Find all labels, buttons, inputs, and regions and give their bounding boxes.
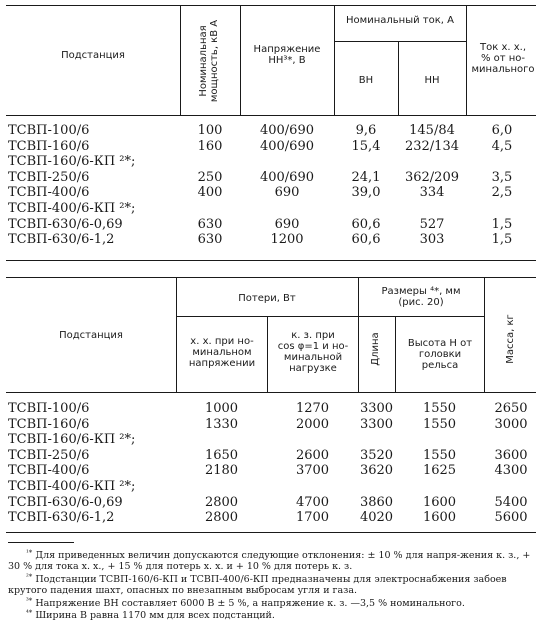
footnote-2: $^{^2*}$ Подстанции ТСВП-160/6-КП и ТСВП-400/6-КП предназначены для электроснабжения забоев крутого падения шахт, опасных по внезапным выбросам угля и газа.	[8, 573, 507, 596]
mass-value: 3000	[494, 417, 528, 432]
station-name: ТСВП-630/6-0,69	[8, 217, 123, 232]
current-vn-value: 60,6	[351, 232, 381, 247]
voltage-value: 690	[274, 217, 300, 232]
station-name: ТСВП-250/6	[8, 448, 90, 463]
length-value: 3620	[359, 463, 394, 478]
length-value: 3300	[359, 401, 394, 416]
table2-subheader-rule	[176, 316, 484, 317]
table1-header-station: Подстанция	[61, 50, 125, 61]
current-vn-value: 60,6	[351, 217, 381, 232]
noload-value: 6,0	[491, 123, 513, 138]
table2-header-losses: Потери, Вт	[238, 293, 296, 304]
noload-value: 2,5	[491, 185, 513, 200]
current-nn-value: 145/84	[409, 123, 455, 138]
losses-xx-value: 2800	[204, 495, 239, 510]
losses-kz-value: 2000	[295, 417, 330, 432]
station-name: ТСВП-400/6-КП ²*;	[8, 479, 136, 494]
station-name: ТСВП-400/6-КП ²*;	[8, 201, 136, 216]
table1-header-voltage: Напряжение НН³*, В	[253, 44, 321, 66]
losses-xx-value: 1000	[204, 401, 239, 416]
table1-header-power: Номинальная мощность, кВ А	[198, 19, 220, 103]
losses-xx-value: 1330	[204, 417, 239, 432]
table2-bottom-rule	[6, 532, 536, 533]
current-vn-value: 9,6	[355, 123, 377, 138]
length-value: 4020	[359, 510, 394, 525]
station-name: ТСВП-400/6	[8, 463, 90, 478]
losses-xx-value: 2800	[204, 510, 239, 525]
voltage-value: 400/690	[259, 170, 314, 185]
losses-xx-value: 1650	[204, 448, 239, 463]
table2-header-rule	[6, 392, 536, 393]
current-vn-value: 15,4	[351, 139, 381, 154]
station-name: ТСВП-630/6-1,2	[8, 232, 115, 247]
table1-bottom-rule	[6, 260, 536, 261]
footnote-4: $^{^4*}$ Ширина B равна 1170 мм для всех подстанций.	[26, 609, 275, 621]
power-value: 100	[197, 123, 223, 138]
current-nn-value: 232/134	[404, 139, 459, 154]
table1-subheader-rule	[334, 41, 466, 42]
losses-kz-value: 4700	[295, 495, 330, 510]
table2-top-rule	[6, 277, 536, 278]
length-value: 3860	[359, 495, 394, 510]
mass-value: 5600	[494, 510, 528, 525]
table2-divider	[484, 277, 485, 392]
losses-xx-value: 2180	[204, 463, 239, 478]
footnote-1: $^{^1*}$ Для приведенных величин допускаются следующие отклонения: ± 10 % для напря-жения к. з., + 30 % для тока х. х., + 15 % для потерь х. х. и + 10 % для потерь к. з.	[8, 549, 531, 572]
noload-value: 1,5	[491, 232, 513, 247]
power-value: 160	[197, 139, 223, 154]
noload-value: 1,5	[491, 217, 513, 232]
current-vn-value: 24,1	[351, 170, 381, 185]
current-nn-value: 303	[419, 232, 445, 247]
table2-header-mass: Масса, кг	[505, 314, 516, 364]
height-value: 1550	[422, 417, 457, 432]
losses-kz-value: 3700	[295, 463, 330, 478]
station-name: ТСВП-160/6-КП ²*;	[8, 432, 136, 447]
current-nn-value: 362/209	[404, 170, 459, 185]
footnote-separator	[8, 542, 74, 543]
mass-value: 3600	[494, 448, 528, 463]
power-value: 250	[197, 170, 223, 185]
table1-header-current-vn: ВН	[358, 75, 374, 86]
mass-value: 5400	[494, 495, 528, 510]
voltage-value: 690	[274, 185, 300, 200]
table2-header-dims: Размеры ⁴*, мм (рис. 20)	[381, 286, 461, 308]
height-value: 1600	[422, 510, 457, 525]
table2-header-station: Подстанция	[59, 330, 123, 341]
table1-header-current-nn: НН	[424, 75, 440, 86]
losses-kz-value: 1700	[295, 510, 330, 525]
table1-header-rule	[6, 115, 536, 116]
length-value: 3520	[359, 448, 394, 463]
height-value: 1550	[422, 448, 457, 463]
mass-value: 4300	[494, 463, 528, 478]
table1-divider	[240, 5, 241, 115]
current-vn-value: 39,0	[351, 185, 381, 200]
station-name: ТСВП-250/6	[8, 170, 90, 185]
height-value: 1550	[422, 401, 457, 416]
height-value: 1600	[422, 495, 457, 510]
station-name: ТСВП-100/6	[8, 123, 90, 138]
current-nn-value: 334	[419, 185, 445, 200]
table1-header-noload: Ток х. х., % от но- минального	[471, 42, 535, 75]
table1-divider	[180, 5, 181, 115]
power-value: 630	[197, 232, 223, 247]
table2-header-length: Длина	[370, 332, 381, 366]
mass-value: 2650	[494, 401, 528, 416]
station-name: ТСВП-160/6-КП ²*;	[8, 154, 136, 169]
voltage-value: 400/690	[259, 139, 314, 154]
station-name: ТСВП-630/6-1,2	[8, 510, 115, 525]
station-name: ТСВП-160/6	[8, 417, 90, 432]
table2-header-losses-xx: х. х. при но- минальном напряжении	[188, 336, 256, 369]
noload-value: 3,5	[491, 170, 513, 185]
station-name: ТСВП-630/6-0,69	[8, 495, 123, 510]
table2-header-losses-kz: к. з. при cos φ=1 и но- минальной нагрузке	[277, 330, 349, 374]
losses-kz-value: 1270	[295, 401, 330, 416]
station-name: ТСВП-100/6	[8, 401, 90, 416]
station-name: ТСВП-160/6	[8, 139, 90, 154]
noload-value: 4,5	[491, 139, 513, 154]
table1-top-rule	[6, 5, 536, 6]
voltage-value: 400/690	[259, 123, 314, 138]
voltage-value: 1200	[270, 232, 304, 247]
table1-header-current: Номинальный ток, А	[346, 15, 454, 26]
power-value: 630	[197, 217, 223, 232]
table1-divider	[466, 5, 467, 115]
height-value: 1625	[422, 463, 457, 478]
station-name: ТСВП-400/6	[8, 185, 90, 200]
current-nn-value: 527	[419, 217, 445, 232]
length-value: 3300	[359, 417, 394, 432]
footnote-3: $^{^3*}$ Напряжение ВН составляет 6000 В ± 5 %, а напряжение к. з. —3,5 % номинального.	[26, 597, 465, 609]
losses-kz-value: 2600	[295, 448, 330, 463]
power-value: 400	[197, 185, 223, 200]
table2-header-height: Высота H от головки рельса	[407, 338, 473, 371]
